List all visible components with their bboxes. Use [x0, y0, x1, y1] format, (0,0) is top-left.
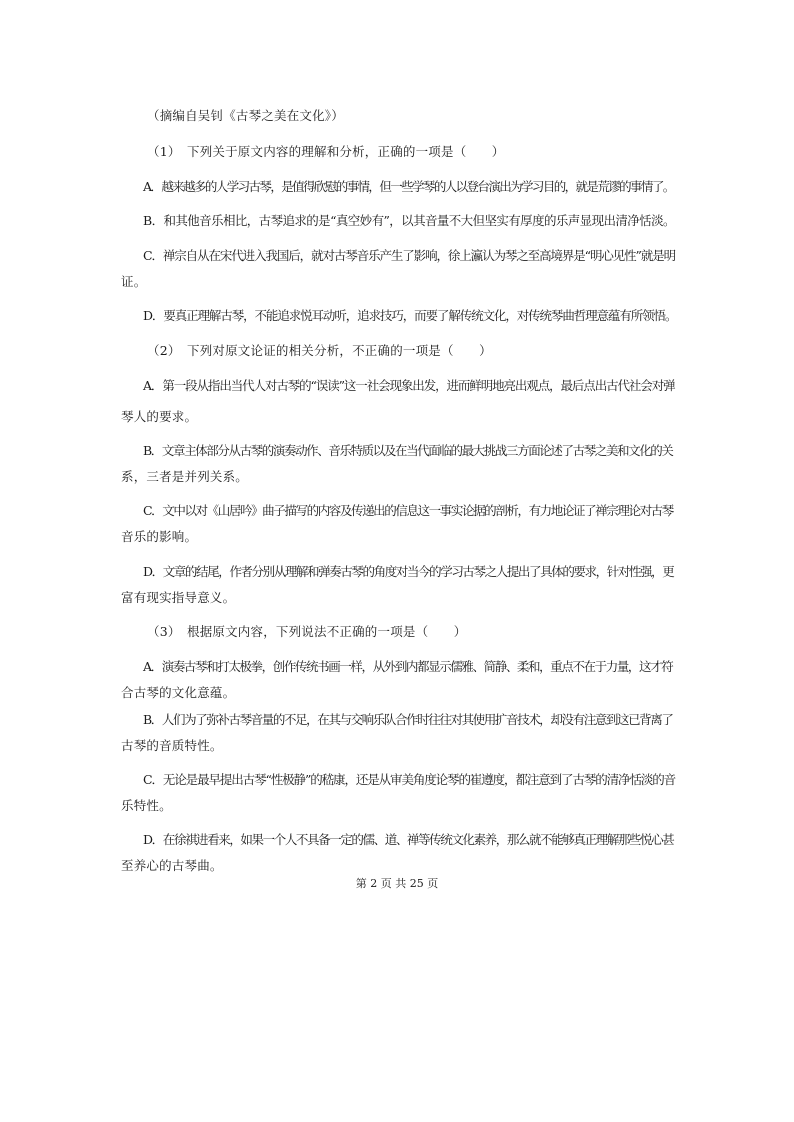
question-2-stem: （2） 下列对原文论证的相关分析，不正确的一项是（ ） [147, 343, 492, 358]
question-3-option-d-cont: 至养心的古琴曲。 [121, 858, 223, 873]
question-2-option-a-cont: 琴人的要求。 [121, 409, 198, 424]
question-1-option-b: B．和其他音乐相比，古琴追求的是“真空妙有”，以其音量不大但坚实有厚度的乐声显现出清净恬淡。 [143, 213, 675, 228]
question-2-option-b: B．文章主体部分从古琴的演奏动作、音乐特质以及在当代面临的最大挑战三方面论述了古琴之美和文化的关 [143, 443, 673, 458]
question-3-option-d: D．在徐祺进看来，如果一个人不具备一定的儒、道、禅等传统文化素养，那么就不能够真正理解那些悦心甚 [143, 832, 674, 847]
question-3-option-b: B．人们为了弥补古琴音量的不足，在其与交响乐队合作时往往对其使用扩音技术，却没有注意到这已背离了 [143, 712, 673, 727]
question-3-option-a: A．演奏古琴和打太极拳，创作传统书画一样，从外到内都显示儒雅、简静、柔和，重点不在于力量，这才符 [143, 659, 673, 674]
question-1-option-c: C．禅宗自从在宋代进入我国后，就对古琴音乐产生了影响，徐上瀛认为琴之至高境界是“明心见性”就是明 [143, 248, 676, 263]
question-1-stem: （1） 下列关于原文内容的理解和分析，正确的一项是（ ） [147, 144, 505, 159]
question-3-stem: （3） 根据原文内容，下列说法不正确的一项是（ ） [147, 624, 467, 639]
question-2-option-b-cont: 系，三者是并列关系。 [121, 469, 249, 484]
page-footer: 第 2 页 共 25 页 [355, 877, 439, 890]
question-3-option-a-cont: 合古琴的文化意蕴。 [121, 685, 236, 700]
question-1-option-a: A．越来越多的人学习古琴，是值得欣慰的事情，但一些学琴的人以登台演出为学习目的，就是荒谬的事情了。 [143, 179, 674, 194]
question-2-option-d-cont: 富有现实指导意义。 [121, 590, 236, 605]
question-2-option-c: C．文中以对《山居吟》曲子描写的内容及传递出的信息这一事实论据的剖析，有力地论证了禅宗理论对古琴 [143, 503, 673, 518]
question-2-option-c-cont: 音乐的影响。 [121, 529, 198, 544]
question-2-option-d: D．文章的结尾，作者分别从理解和弹奏古琴的角度对当今的学习古琴之人提出了具体的要求，针对性强，更 [143, 564, 674, 579]
question-3-option-c-cont: 乐特性。 [121, 798, 172, 813]
question-1-option-c-cont: 证。 [121, 274, 147, 289]
question-3-option-b-cont: 古琴的音质特性。 [121, 738, 223, 753]
question-1-option-d: D．要真正理解古琴，不能追求悦耳动听，追求技巧，而要了解传统文化，对传统琴曲哲理意蕴有所领悟。 [143, 308, 677, 323]
question-2-option-a: A．第一段从指出当代人对古琴的“误读”这一社会现象出发，进而鲜明地亮出观点，最后点出古代社会对弹 [143, 378, 675, 393]
question-3-option-c: C．无论是最早提出古琴“性极静”的嵇康，还是从审美角度论琴的崔遵度，都注意到了古琴的清净恬淡的音 [143, 772, 676, 787]
source-citation: （摘编自吴钊《古琴之美在文化》） [147, 108, 344, 123]
